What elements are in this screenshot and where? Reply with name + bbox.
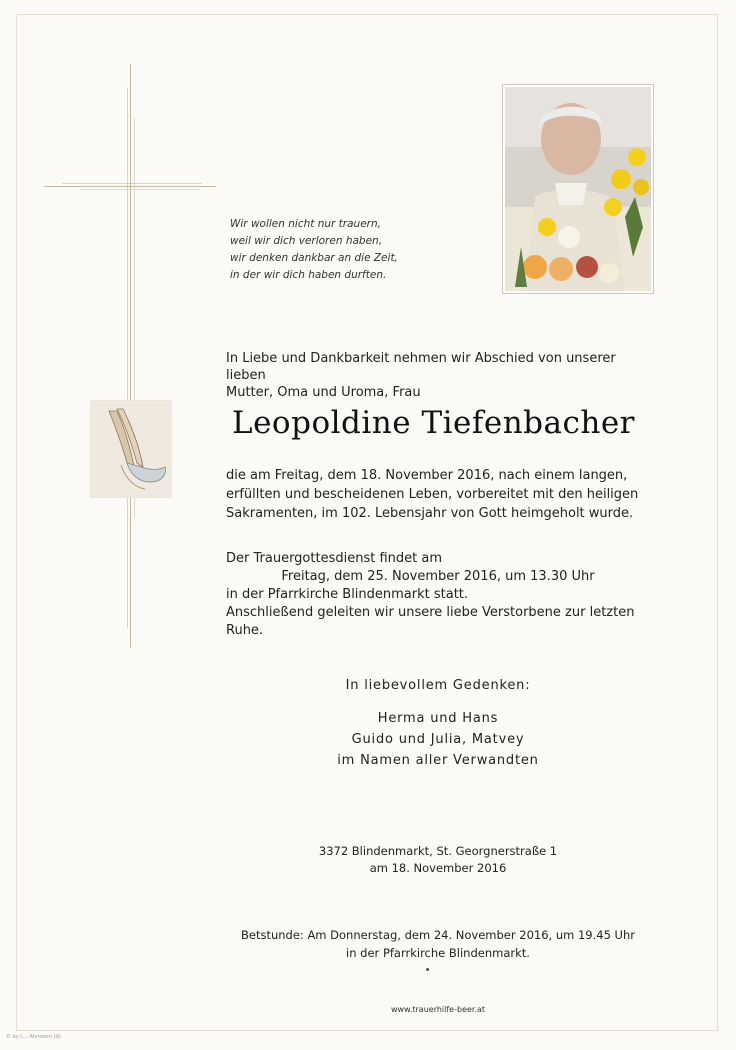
service-line: Anschließend geleiten wir unsere liebe Verstorbene zur letzten <box>226 605 635 620</box>
service-date: Freitag, dem 25. November 2016, um 13.30 Uhr <box>281 569 595 584</box>
poem-line: weil wir dich verloren haben, <box>230 235 383 247</box>
mourners <box>226 678 650 774</box>
service-line: in der Pfarrkirche Blindenmarkt statt. <box>226 587 469 602</box>
website-link[interactable]: www.trauerhilfe-beer.at <box>390 1005 486 1014</box>
intro-text <box>226 350 650 401</box>
mourners-footer: im Namen aller Verwandten <box>337 753 539 768</box>
address <box>226 843 650 877</box>
mourner-name: Herma und Hans <box>377 711 499 726</box>
prayer-line: in der Pfarrkirche Blindenmarkt. <box>346 946 530 960</box>
portrait-photo <box>502 84 654 294</box>
mourner-name: Guido und Julia, Matvey <box>351 732 525 747</box>
praying-hands-image <box>90 400 172 498</box>
death-notice <box>226 466 650 523</box>
poem <box>230 216 398 284</box>
intro-line: In Liebe und Dankbarkeit nehmen wir Abschied von unserer lieben <box>226 351 616 383</box>
prayer-line: Betstunde: Am Donnerstag, dem 24. November 2016, um 19.45 Uhr <box>240 928 635 942</box>
prayer-hour <box>226 926 650 962</box>
service-line: Ruhe. <box>226 623 264 638</box>
service-line: Der Trauergottesdienst findet am <box>226 551 442 566</box>
intro-line: Mutter, Oma und Uroma, Frau <box>226 385 421 400</box>
death-notice-line: Sakramenten, im 102. Lebensjahr von Gott heimgeholt wurde. <box>226 506 634 521</box>
funeral-service <box>226 550 650 640</box>
poem-line: Wir wollen nicht nur trauern, <box>230 218 381 230</box>
mourners-heading: In liebevollem Gedenken: <box>345 678 531 693</box>
address-line: 3372 Blindenmarkt, St. Georgnerstraße 1 <box>318 844 558 858</box>
death-notice-line: die am Freitag, dem 18. November 2016, nach einem langen, <box>226 468 628 483</box>
poem-line: in der wir dich haben durften. <box>230 269 387 281</box>
divider-dot <box>426 968 429 971</box>
poem-line: wir denken dankbar an die Zeit, <box>230 252 398 264</box>
image-credit: © by L... Ahnstern (d) <box>6 1034 61 1040</box>
deceased-name: Leopoldine Tiefenbacher <box>232 405 635 441</box>
death-notice-line: erfüllten und bescheidenen Leben, vorbereitet mit den heiligen <box>226 487 639 502</box>
address-date: am 18. November 2016 <box>369 861 507 875</box>
